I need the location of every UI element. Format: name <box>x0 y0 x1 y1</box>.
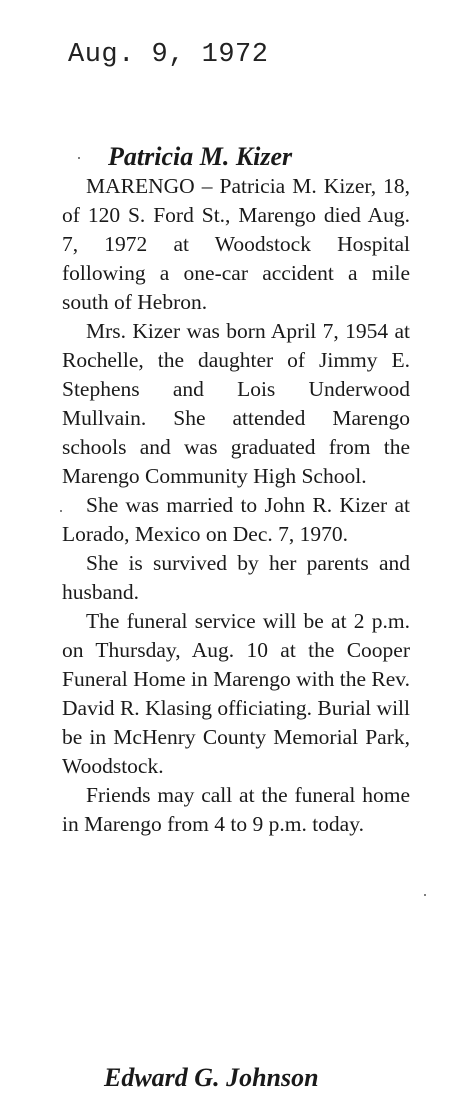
obituary-paragraph: The funeral service will be at 2 p.m. on Thursday, Aug. 10 at the Cooper Funeral Home in Marengo with the Rev. David R. Klasing officiating. Burial will be in McHenry County Memorial Park, Woodstock. <box>62 609 410 778</box>
obituary-paragraph: She was married to John R. Kizer at Lorado, Mexico on Dec. 7, 1970. <box>62 493 410 546</box>
obituary-paragraph: Mrs. Kizer was born April 7, 1954 at Rochelle, the daughter of Jimmy E. Stephens and Lois Underwood Mullvain. She attended Marengo schools and was graduated from the Marengo Community High School. <box>62 319 410 488</box>
clipping-date: Aug. 9, 1972 <box>68 40 269 70</box>
print-speck <box>424 894 426 896</box>
next-obituary-headline: Edward G. Johnson <box>104 1063 319 1092</box>
obituary-body <box>62 172 410 839</box>
obituary-paragraph: MARENGO – Patricia M. Kizer, 18, of 120 S. Ford St., Marengo died Aug. 7, 1972 at Woodstock Hospital following a one-car accident a mile south of Hebron. <box>62 174 410 314</box>
obituary-paragraph: She is survived by her parents and husband. <box>62 551 410 604</box>
print-speck <box>78 157 80 159</box>
obituary-headline: Patricia M. Kizer <box>108 142 293 171</box>
print-speck <box>60 510 62 512</box>
obituary-paragraph: Friends may call at the funeral home in Marengo from 4 to 9 p.m. today. <box>62 783 410 836</box>
